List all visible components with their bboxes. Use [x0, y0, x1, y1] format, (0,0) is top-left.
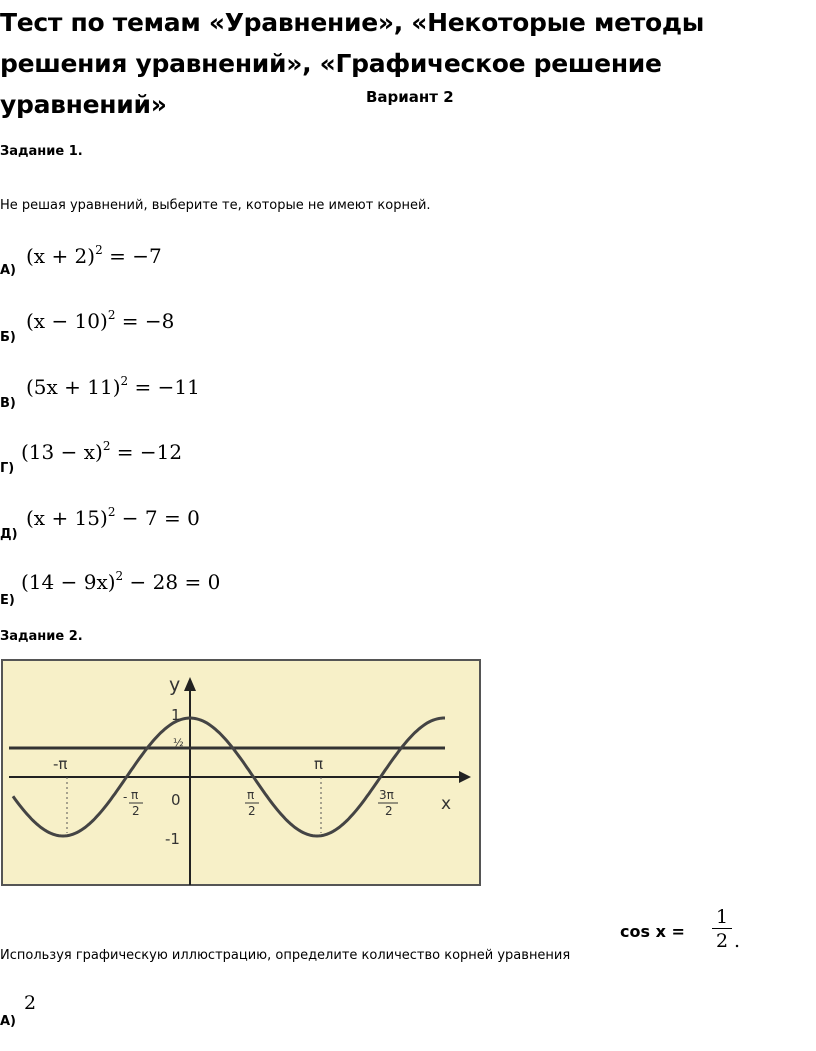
graph-background [2, 660, 480, 885]
page-title: Тест по темам «Уравнение», «Некоторые методы решения уравнений», «Графическое решение уравнений» [0, 8, 705, 119]
answer-label: А) [0, 1014, 17, 1029]
variant-heading: Вариант 2 [366, 88, 454, 106]
task2-instruction: Используя графическую иллюстрацию, определите количество корней уравнения [0, 948, 571, 963]
answer-value: 2 [24, 992, 37, 1014]
equation: $(x - 10)^2 = -8$ [26, 308, 175, 333]
equation: $(13 - x)^2 = -12$ [21, 439, 183, 464]
fraction [712, 906, 732, 953]
option-label: В) [0, 396, 16, 411]
pi-half-den: 2 [248, 804, 256, 818]
zero-label: 0 [171, 791, 181, 809]
one-label: 1 [171, 706, 181, 724]
task1-heading: Задание 1. [0, 144, 83, 159]
neg-pi-half-num: π [131, 788, 139, 802]
option-label: А) [0, 263, 17, 278]
pi-label: π [314, 755, 324, 773]
cos-lhs: cos x = [620, 922, 685, 941]
neg-pi-half-den: 2 [132, 804, 140, 818]
equation: $(x + 2)^2 = -7$ [26, 243, 162, 268]
equation: $(5x + 11)^2 = -11$ [26, 374, 200, 399]
fraction-numerator: 1 [712, 906, 732, 929]
task1-instruction: Не решая уравнений, выберите те, которые не имеют корней. [0, 198, 431, 213]
neg-pi-half-sign: - [123, 790, 128, 804]
cosine-graph [1, 659, 481, 886]
pi-half-num: π [247, 788, 255, 802]
y-label: y [169, 674, 181, 696]
option-label: Е) [0, 593, 15, 608]
task2-heading: Задание 2. [0, 629, 83, 644]
equation-dot: . [734, 930, 741, 952]
option-label: Б) [0, 330, 16, 345]
three-pi-half-den: 2 [385, 804, 393, 818]
three-pi-half-num: 3π [379, 788, 394, 802]
equation: $(x + 15)^2 - 7 = 0$ [26, 505, 200, 530]
fraction-denominator: 2 [715, 930, 729, 952]
neg-one-label: -1 [165, 830, 180, 848]
option-label: Г) [0, 461, 15, 476]
neg-pi-label: -π [53, 755, 68, 773]
equation: $(14 - 9x)^2 - 28 = 0$ [21, 569, 221, 594]
option-label: Д) [0, 527, 18, 542]
x-label: x [441, 794, 452, 814]
half-label: ½ [173, 736, 184, 749]
